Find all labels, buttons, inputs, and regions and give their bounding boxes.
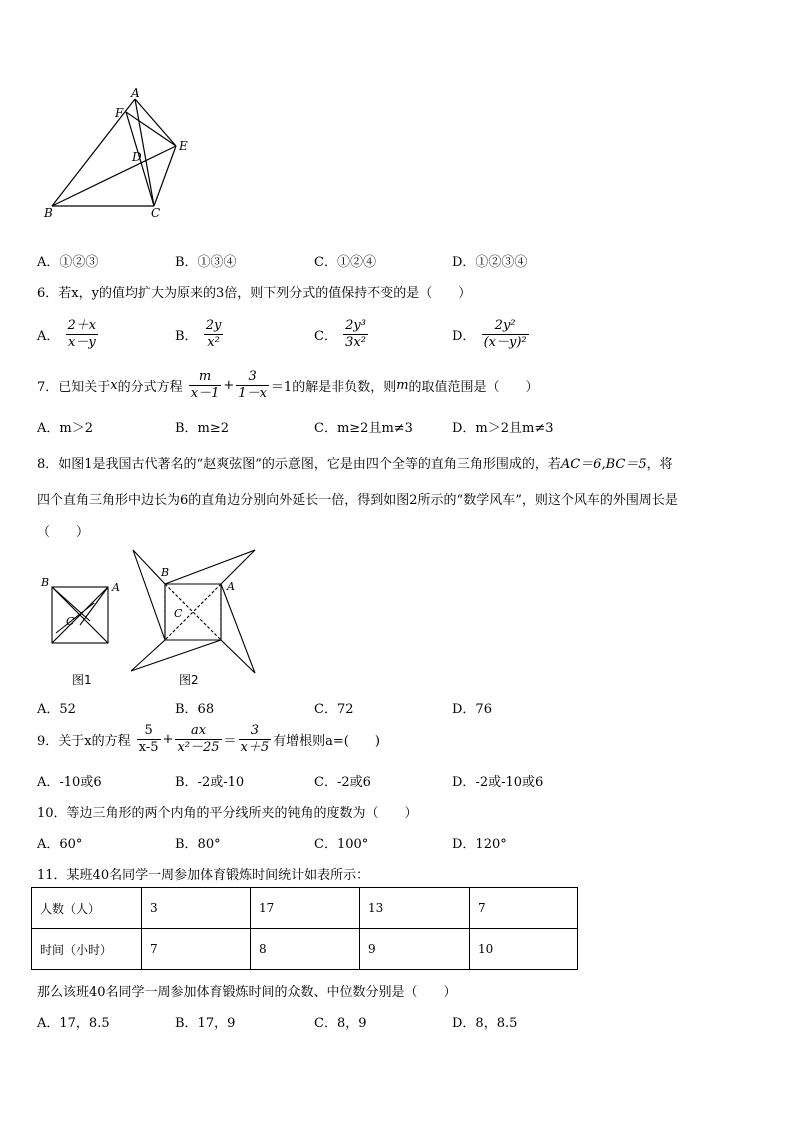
numerator: 2y²: [482, 318, 529, 335]
q7-option-d[interactable]: D．m＞2且m≠3: [452, 421, 554, 436]
leg-2: [80, 587, 108, 625]
q10-stem: 10．等边三角形的两个内角的平分线所夹的钝角的度数为（ ）: [37, 806, 418, 821]
numerator: 2y: [205, 318, 222, 333]
q6-option-b[interactable]: [175, 318, 225, 351]
blade-left: [133, 550, 165, 640]
q7-suffix1: 的解是非负数，则: [292, 380, 397, 395]
q7-var-x: x: [110, 378, 118, 393]
table-cell: 10: [470, 929, 578, 970]
denominator: x－1: [190, 386, 220, 401]
equals: ＝1: [270, 380, 293, 395]
q5-option-d[interactable]: D．①②③④: [452, 255, 528, 270]
q8-figure-2: [125, 547, 265, 691]
numerator: ax: [175, 723, 221, 740]
option-label: D．: [452, 329, 476, 344]
table-cell: 3: [142, 888, 251, 929]
q8-option-b[interactable]: B．68: [175, 702, 215, 717]
fraction: [343, 318, 368, 351]
q8-text-end: ，将: [646, 457, 673, 472]
equals: ＝: [223, 734, 237, 749]
blade-right: [221, 584, 255, 673]
q10-option-c[interactable]: C．100°: [314, 837, 369, 852]
table-cell: 时间（小时）: [32, 929, 142, 970]
q11-stem: 11．某班40名同学一周参加体育锻炼时间统计如表所示：: [37, 868, 370, 883]
q8-text: 8．如图1是我国古代著名的“赵爽弦图”的示意图，它是由四个全等的直角三角形围成的，若: [37, 457, 561, 472]
table-row: [32, 929, 578, 970]
q9-stem: [37, 723, 380, 756]
fraction: [236, 369, 269, 402]
q11-option-b[interactable]: B．17，9: [175, 1016, 236, 1031]
option-label: B．: [175, 329, 198, 344]
denominator: x²: [207, 335, 220, 350]
figure-1-caption: 图1: [72, 673, 92, 687]
q7-option-b[interactable]: B．m≥2: [175, 421, 230, 436]
q7-var-m: m: [396, 378, 409, 393]
q9-option-c[interactable]: C．-2或6: [314, 775, 371, 790]
q11-table: [31, 887, 578, 970]
fraction: [239, 723, 272, 756]
q7-option-a[interactable]: A．m＞2: [37, 421, 93, 436]
label-D: D: [132, 150, 142, 164]
table-cell: 7: [142, 929, 251, 970]
table-cell: 7: [470, 888, 578, 929]
table-cell: 13: [360, 888, 470, 929]
table-row: [32, 888, 578, 929]
blade-top: [165, 550, 255, 584]
q7-stem: [37, 369, 539, 402]
q11-option-c[interactable]: C．8，9: [314, 1016, 367, 1031]
q9-prefix: 9．关于x的方程: [37, 734, 131, 749]
label-A: A: [227, 580, 235, 593]
label-A: A: [131, 86, 140, 100]
table-cell: 人数（人）: [32, 888, 142, 929]
q10-option-b[interactable]: B．80°: [175, 837, 221, 852]
q11-question: 那么该班40名同学一周参加体育锻炼时间的众数、中位数分别是（ ）: [37, 985, 457, 1000]
q9-option-b[interactable]: B．-2或-10: [175, 775, 245, 790]
denominator: (x－y)²: [483, 335, 527, 350]
q8-option-c[interactable]: C．72: [314, 702, 354, 717]
q6-stem: 6．若x，y的值均扩大为原来的3倍，则下列分式的值保持不变的是（ ）: [37, 286, 472, 301]
table-cell: 17: [251, 888, 360, 929]
denominator: x-5: [138, 740, 159, 755]
label-E: E: [179, 139, 188, 153]
fraction: [175, 723, 221, 756]
q8-line1: [37, 453, 673, 472]
denominator: 3x²: [345, 335, 366, 350]
fraction: [137, 723, 161, 756]
denominator: x－y: [67, 335, 96, 350]
numerator: 5: [137, 723, 161, 740]
q10-option-d[interactable]: D．120°: [452, 837, 507, 852]
plus-sign: +: [162, 732, 174, 747]
q5-figure: [30, 84, 200, 224]
q6-option-d[interactable]: [452, 318, 531, 351]
numerator: 2＋x: [67, 318, 97, 333]
q8-figure-1: [38, 573, 123, 691]
denominator: x＋5: [240, 740, 270, 755]
q8-line3: （ ）: [37, 525, 90, 540]
q7-mid: 的分式方程: [117, 380, 183, 395]
label-B: B: [41, 576, 50, 589]
label-A: A: [112, 581, 120, 594]
q9-suffix: 有增根则a=( ): [273, 734, 380, 749]
q11-option-d[interactable]: D．8，8.5: [452, 1016, 518, 1031]
fraction: [189, 369, 222, 402]
blade-bottom: [131, 640, 221, 671]
q7-suffix2: 的取值范围是（ ）: [408, 380, 539, 395]
label-C: C: [151, 206, 161, 220]
q8-option-d[interactable]: D．76: [452, 702, 492, 717]
q8-line2: 四个直角三角形中边长为6的直角边分别向外延长一倍，得到如图2所示的“数学风车”，则这个风车的外围周长是: [37, 493, 678, 508]
numerator: 2y³: [345, 318, 366, 333]
label-B: B: [44, 206, 53, 220]
fraction: [482, 318, 529, 351]
table-cell: 9: [360, 929, 470, 970]
plus-sign: +: [223, 378, 235, 393]
q8-condition: AC＝6,BC＝5: [560, 457, 647, 472]
fraction: [66, 318, 99, 351]
q9-option-a[interactable]: A．-10或6: [37, 775, 102, 790]
denominator: x²－25: [177, 740, 220, 755]
numerator: 3: [239, 723, 272, 740]
numerator: 3: [236, 369, 269, 386]
q7-option-c[interactable]: C．m≥2且m≠3: [314, 421, 413, 436]
label-B: B: [161, 566, 170, 579]
label-F: F: [115, 106, 124, 120]
q6-option-a[interactable]: [37, 318, 100, 351]
label-C: C: [174, 607, 183, 620]
q9-option-d[interactable]: D．-2或-10或6: [452, 775, 544, 790]
q5-option-b[interactable]: B．①③④: [175, 255, 237, 270]
q7-prefix: 7．已知关于: [37, 380, 111, 395]
q6-option-c[interactable]: [314, 318, 370, 351]
fraction: [204, 318, 224, 351]
option-label: A．: [37, 329, 60, 344]
q10-option-a[interactable]: A．60°: [37, 837, 83, 852]
q5-option-a[interactable]: A．①②③: [37, 255, 99, 270]
figure-2-caption: 图2: [179, 673, 199, 687]
numerator: m: [189, 369, 222, 386]
label-C: C: [66, 615, 75, 628]
denominator: 1－x: [238, 386, 267, 401]
q5-option-c[interactable]: C．①②④: [314, 255, 376, 270]
table-cell: 8: [251, 929, 360, 970]
q8-option-a[interactable]: A．52: [37, 702, 76, 717]
option-label: C．: [314, 329, 337, 344]
q11-option-a[interactable]: A．17，8.5: [37, 1016, 110, 1031]
